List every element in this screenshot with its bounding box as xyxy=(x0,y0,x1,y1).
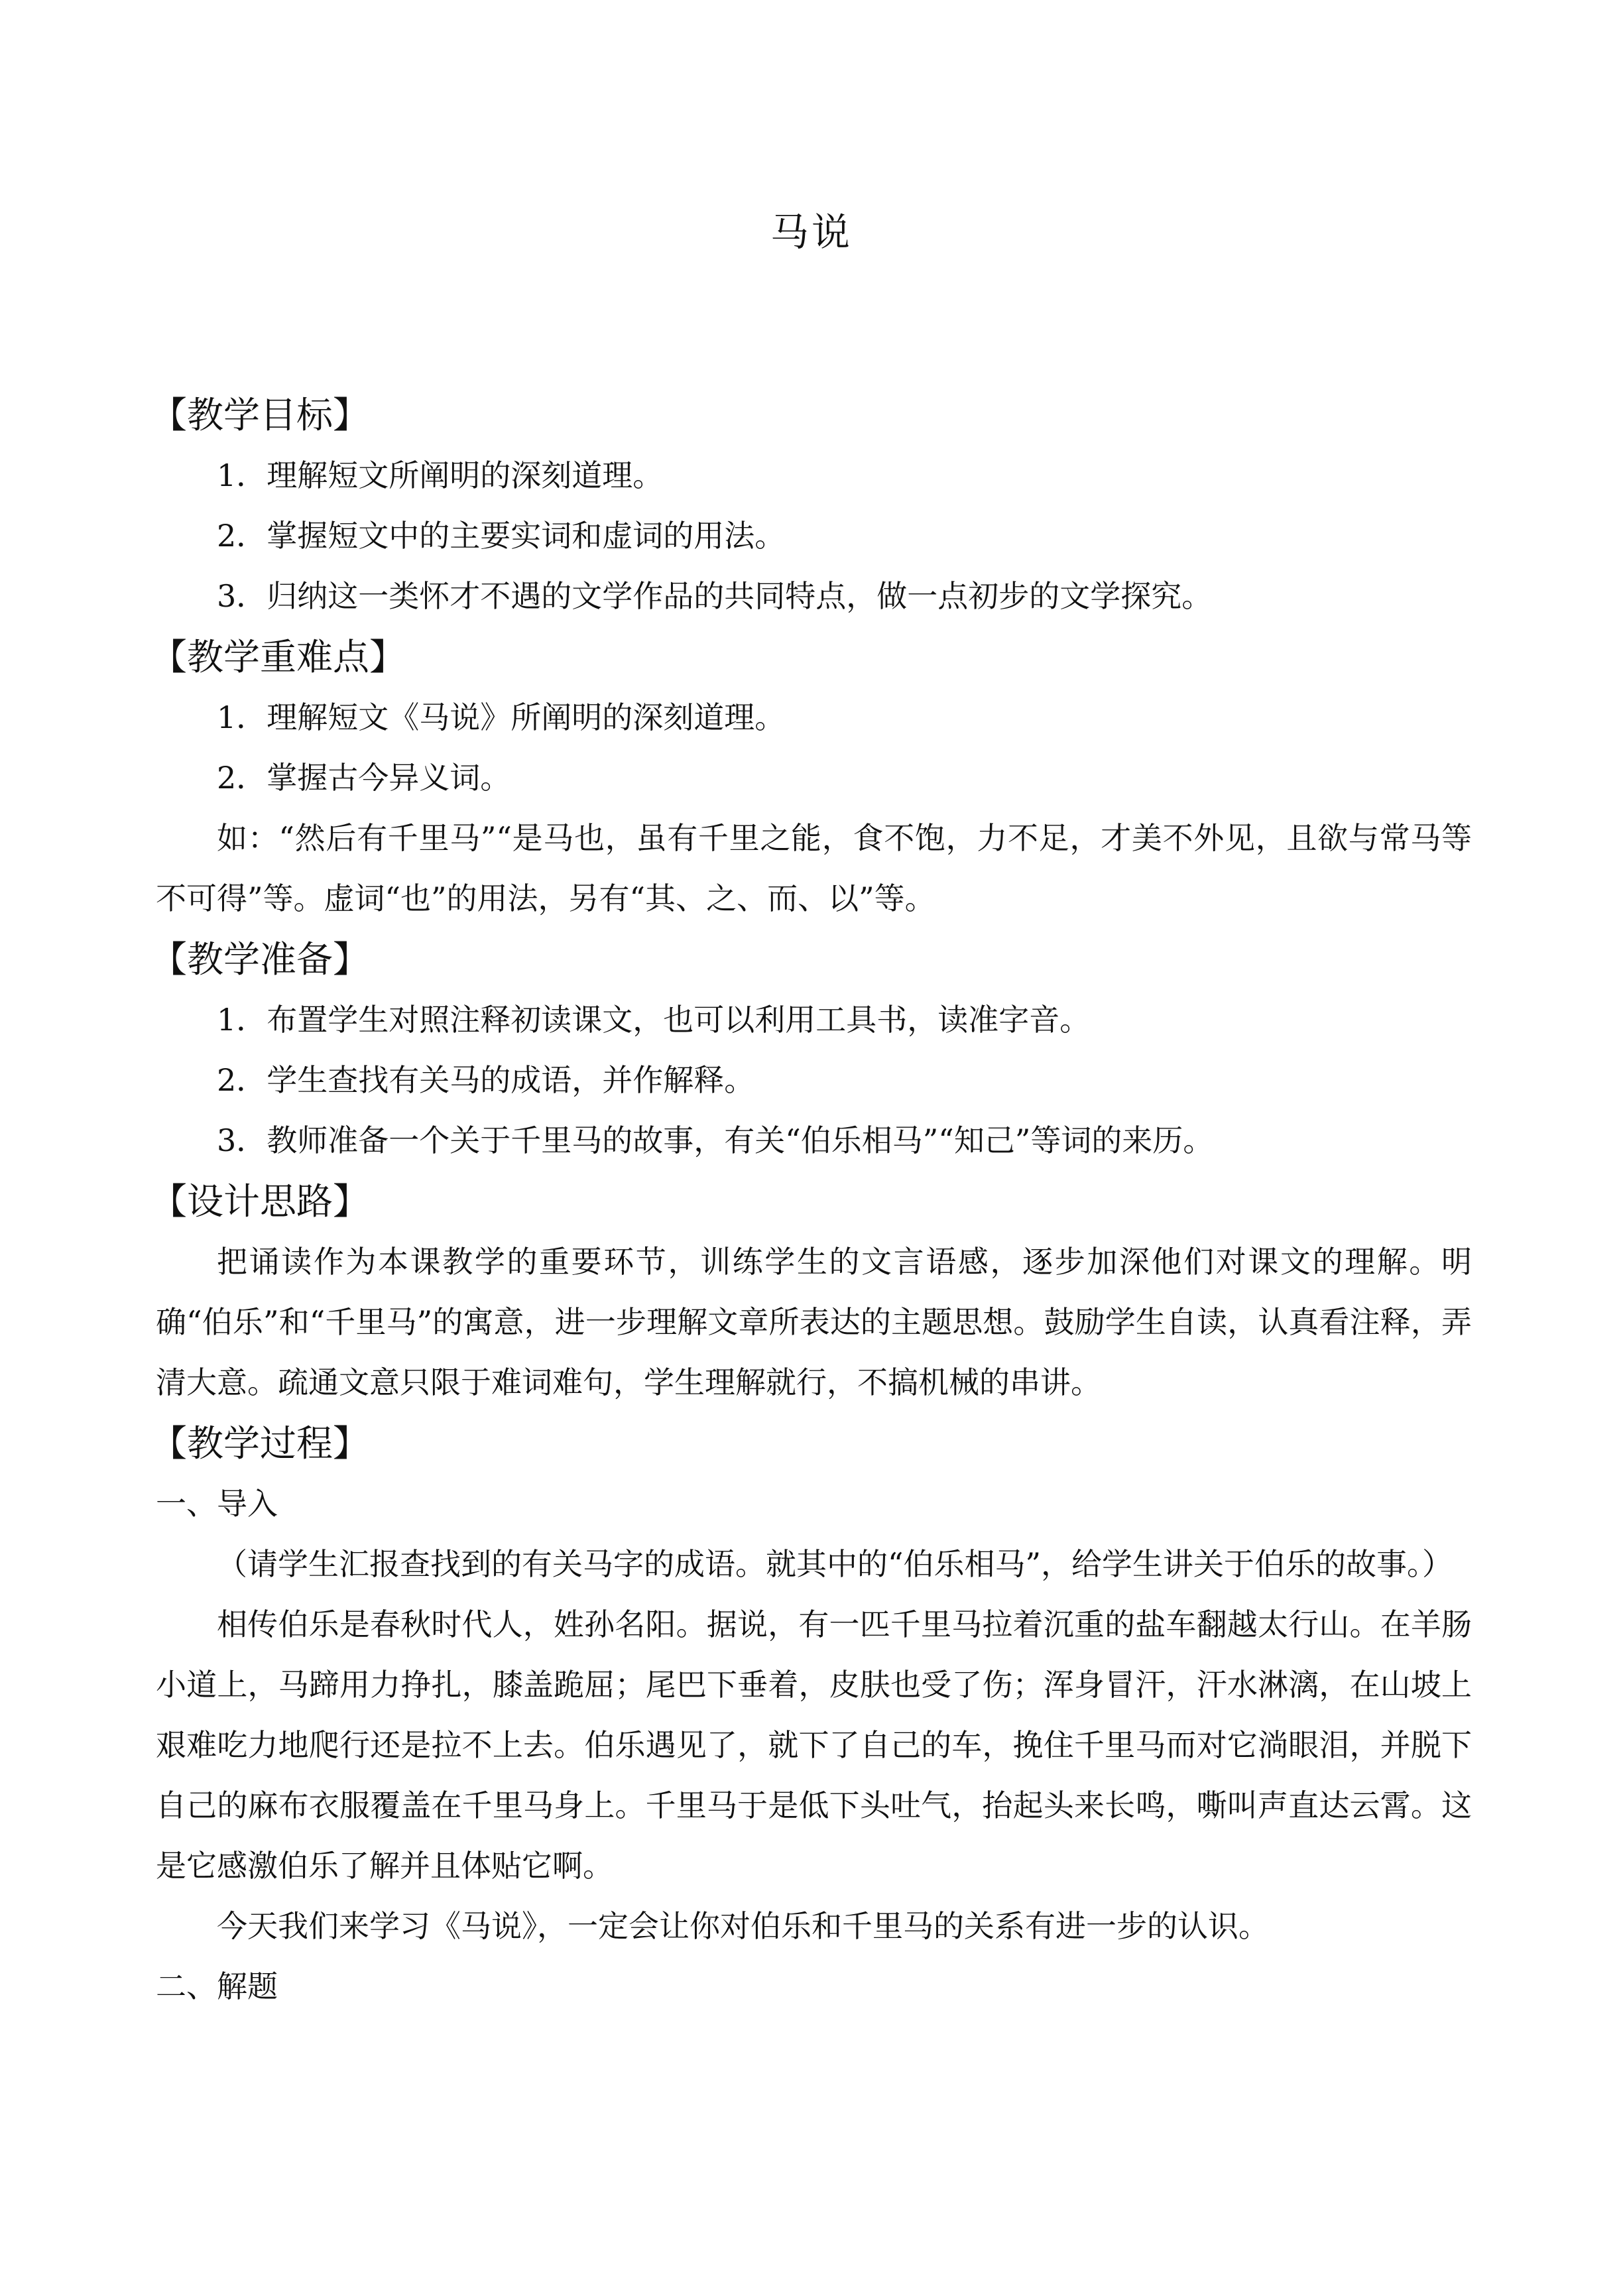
design-paragraph: 把诵读作为本课教学的重要环节，训练学生的文言语感，逐步加深他们对课文的理解。明确“伯乐”和“千里马”的寓意，进一步理解文章所表达的主题思想。鼓励学生自读，认真看注释，弄清大意。疏通文意只限于难词难句，学生理解就行，不搞机械的串讲。 xyxy=(156,1244,1472,1400)
objective-item-3: 3．归纳这一类怀才不遇的文学作品的共同特点，做一点初步的文学探究。 xyxy=(217,578,1213,614)
objective-item-2: 2．掌握短文中的主要实词和虚词的用法。 xyxy=(217,518,786,554)
key-point-item-1: 1．理解短文《马说》所阐明的深刻道理。 xyxy=(217,699,786,735)
preparation-heading: 【教学准备】 xyxy=(150,938,370,981)
intro-paragraph-3: 今天我们来学习《马说》，一定会让你对伯乐和千里马的关系有进一步的认识。 xyxy=(217,1908,1269,1944)
preparation-item-1: 1．布置学生对照注释初读课文，也可以利用工具书，读准字音。 xyxy=(217,1002,1091,1038)
key-points-heading: 【教学重难点】 xyxy=(150,636,406,678)
key-point-example: 如：“然后有千里马”“是马也，虽有千里之能，食不饱，力不足，才美不外见，且欲与常马等不可得”等。虚词“也”的用法，另有“其、之、而、以”等。 xyxy=(156,820,1472,916)
intro-paragraph-1: （请学生汇报查找到的有关马字的成语。就其中的“伯乐相马”，给学生讲关于伯乐的故事。） xyxy=(217,1546,1453,1582)
design-heading: 【设计思路】 xyxy=(150,1180,370,1223)
preparation-item-3: 3．教师准备一个关于千里马的故事，有关“伯乐相马”“知己”等词的来历。 xyxy=(217,1122,1214,1158)
section-title-explanation: 二、解题 xyxy=(156,1968,278,2004)
document-body xyxy=(150,385,1472,2017)
preparation-item-2: 2．学生查找有关马的成语，并作解释。 xyxy=(217,1062,755,1098)
document-title: 马说 xyxy=(770,210,853,255)
intro-paragraph-2: 相传伯乐是春秋时代人，姓孙名阳。据说，有一匹千里马拉着沉重的盐车翻越太行山。在羊肠小道上，马蹄用力挣扎，膝盖跪屈；尾巴下垂着，皮肤也受了伤；浑身冒汗，汗水淋漓，在山坡上艰难吃力地爬行还是拉不上去。伯乐遇见了，就下了自己的车，挽住千里马而对它淌眼泪，并脱下自己的麻布衣服覆盖在千里马身上。千里马于是低下头吐气，抬起头来长鸣，嘶叫声直达云霄。这是它感激伯乐了解并且体贴它啊。 xyxy=(156,1606,1472,1884)
key-point-item-2: 2．掌握古今异义词。 xyxy=(217,760,511,796)
process-heading: 【教学过程】 xyxy=(150,1422,370,1465)
section-intro: 一、导入 xyxy=(156,1486,278,1522)
objective-item-1: 1．理解短文所阐明的深刻道理。 xyxy=(217,457,664,493)
objectives-heading: 【教学目标】 xyxy=(150,394,370,436)
